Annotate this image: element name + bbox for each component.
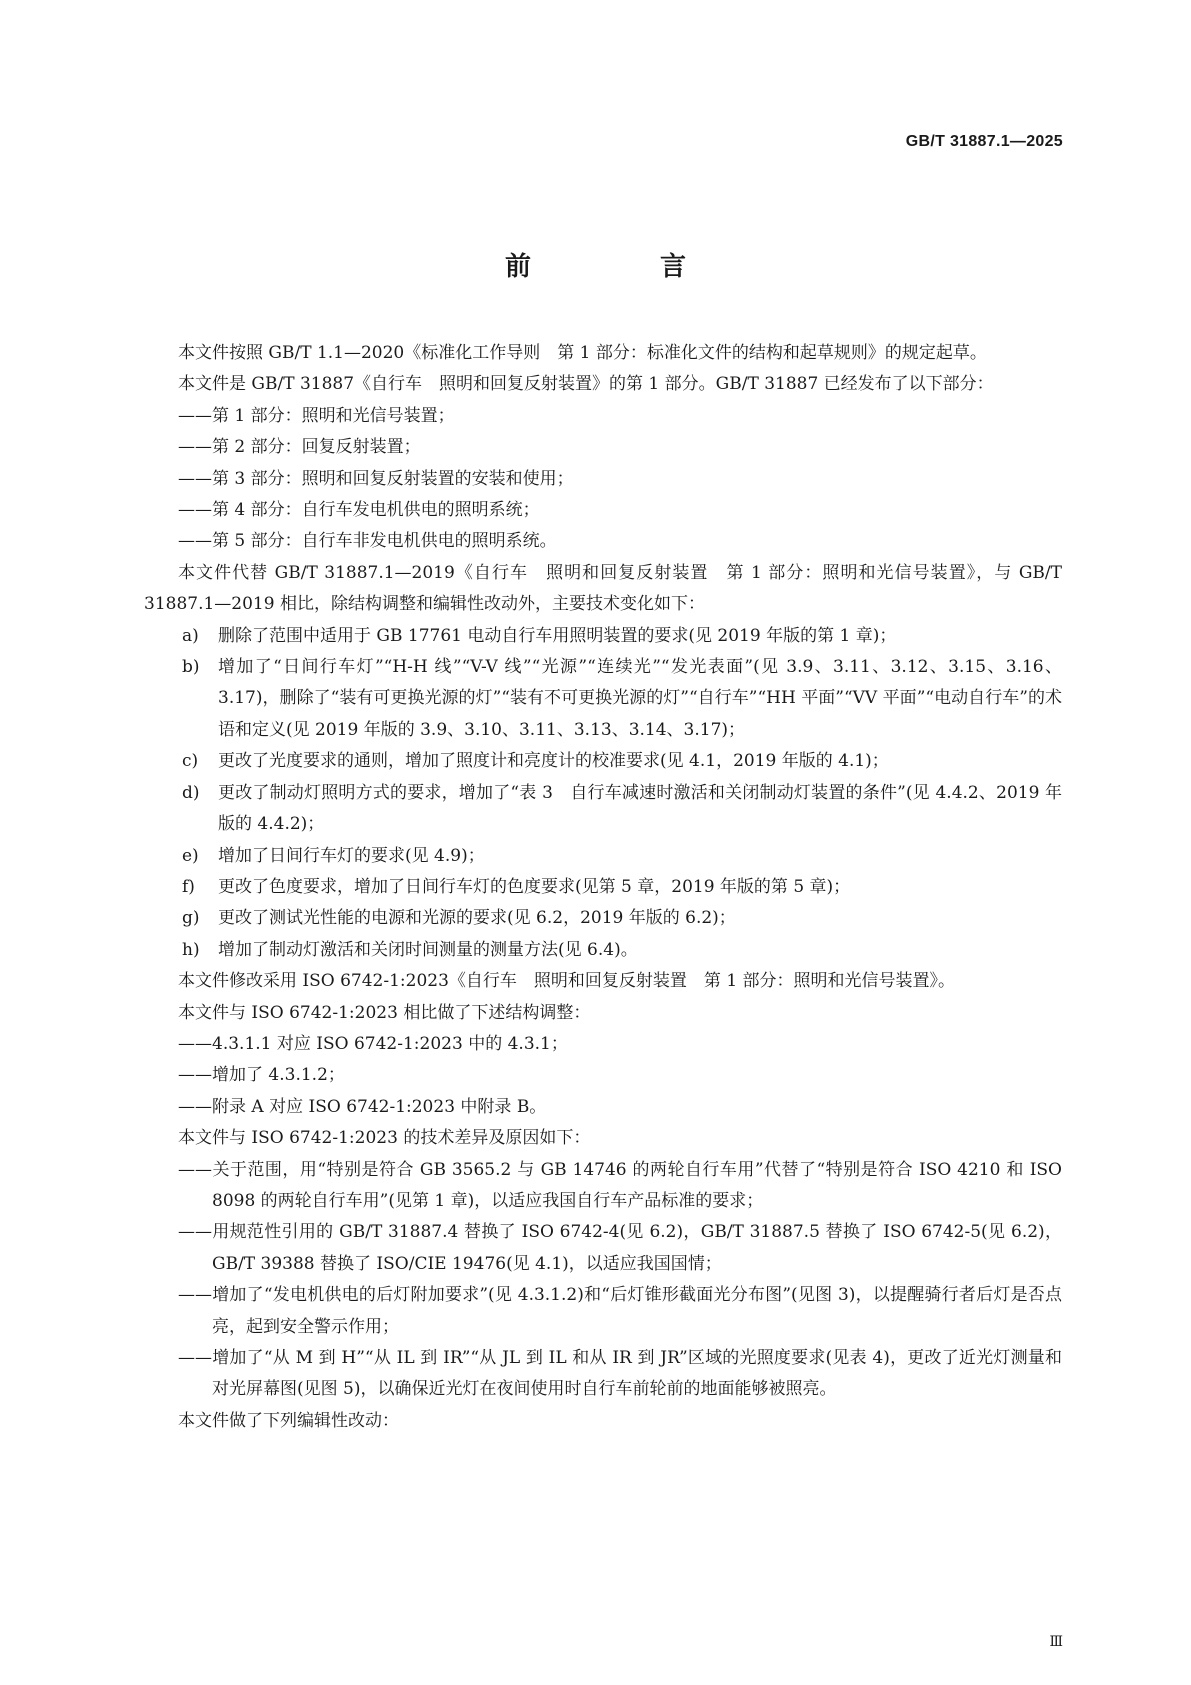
list-label: h) [182, 939, 200, 960]
list-item [144, 464, 1062, 495]
paragraph-replaces: 本文件代替 GB/T 31887.1—2019《自行车 照明和回复反射装置 第 1 部分：照明和光信号装置》，与 GB/T 31887.1—2019 相比，除结构调整和编辑性改动外，主要技术变化如下： [144, 562, 1062, 615]
structure-list [144, 1029, 1062, 1123]
paragraph-differences-intro: 本文件与 ISO 6742-1:2023 的技术差异及原因如下： [178, 1128, 591, 1149]
dash-marker: —— [178, 1222, 212, 1243]
list-item-text: 增加了“从 M 到 H”“从 IL 到 IR”“从 JL 到 IL 和从 IR 到 JR”区域的光照度要求(见表 4)，更改了近光灯测量和对光屏幕图(见图 5)，以确保近光灯在夜间使用时自行车前轮前的地面能够被照亮。 [212, 1348, 1062, 1400]
list-item [144, 1343, 1062, 1406]
list-item [144, 1280, 1062, 1343]
list-item-text: 更改了测试光性能的电源和光源的要求(见 6.2，2019 年版的 6.2)； [218, 908, 736, 929]
list-item [144, 903, 1062, 934]
list-item [144, 1155, 1062, 1218]
paragraph-structure-intro: 本文件与 ISO 6742-1:2023 相比做了下述结构调整： [178, 1002, 591, 1023]
list-item [144, 746, 1062, 777]
list-item-text: 更改了光度要求的通则，增加了照度计和亮度计的校准要求(见 4.1，2019 年版的 4.1)； [218, 751, 889, 772]
list-item-text: 第 1 部分：照明和光信号装置； [212, 405, 455, 426]
paragraph-editorial-intro: 本文件做了下列编辑性改动： [178, 1410, 399, 1431]
dash-marker: —— [178, 1065, 212, 1086]
dash-marker: —— [178, 437, 212, 458]
dash-marker: —— [178, 1096, 212, 1117]
list-item-text: 附录 A 对应 ISO 6742-1:2023 中附录 B。 [212, 1096, 547, 1117]
list-item-text: 第 3 部分：照明和回复反射装置的安装和使用； [212, 468, 574, 489]
list-item [144, 401, 1062, 432]
list-item-text: 4.3.1.1 对应 ISO 6742-1:2023 中的 4.3.1； [212, 1033, 568, 1054]
list-item [144, 778, 1062, 841]
paragraph-drafting-rules: 本文件按照 GB/T 1.1—2020《标准化工作导则 第 1 部分：标准化文件的结构和起草规则》的规定起草。 [178, 343, 987, 363]
list-item-text: 用规范性引用的 GB/T 31887.4 替换了 ISO 6742-4(见 6.2)，GB/T 31887.5 替换了 ISO 6742-5(见 6.2)，GB/T 39388 替换了 ISO/CIE 19476(见 4.1)，以适应我国国情； [212, 1222, 1062, 1274]
dash-marker: —— [178, 500, 212, 521]
dash-marker: —— [178, 1285, 212, 1306]
list-item-text: 增加了日间行车灯的要求(见 4.9)； [218, 845, 485, 866]
list-item-text: 增加了“发电机供电的后灯附加要求”(见 4.3.1.2)和“后灯锥形截面光分布图”(见图 3)，以提醒骑行者后灯是否点亮，起到安全警示作用； [212, 1285, 1062, 1337]
list-item-text: 增加了制动灯激活和关闭时间测量的测量方法(见 6.4)。 [218, 939, 638, 960]
list-item [144, 1029, 1062, 1060]
dash-marker: —— [178, 1348, 212, 1368]
page-number: Ⅲ [1049, 1634, 1063, 1650]
list-label: e) [182, 845, 199, 866]
paragraph-adoption: 本文件修改采用 ISO 6742-1:2023《自行车 照明和回复反射装置 第 1 部分：照明和光信号装置》。 [178, 971, 956, 992]
list-item [144, 621, 1062, 652]
list-item-text: 第 5 部分：自行车非发电机供电的照明系统。 [212, 531, 557, 552]
dash-marker: —— [178, 405, 212, 426]
list-item [144, 432, 1062, 463]
list-item-text: 更改了色度要求，增加了日间行车灯的色度要求(见第 5 章，2019 年版的第 5 章)； [218, 876, 851, 897]
page-title: 前 言 [504, 252, 747, 282]
list-item [144, 872, 1062, 903]
list-item [144, 841, 1062, 872]
dash-marker: —— [178, 1033, 212, 1054]
parts-list [144, 401, 1062, 558]
list-item-text: 关于范围，用“特别是符合 GB 3565.2 与 GB 14746 的两轮自行车用”代替了“特别是符合 ISO 4210 和 ISO 8098 的两轮自行车用”(见第 1 章)，以适应我国自行车产品标准的要求； [212, 1159, 1062, 1211]
list-item [144, 1217, 1062, 1280]
list-item [144, 1060, 1062, 1091]
list-item [144, 1092, 1062, 1123]
list-item-text: 更改了制动灯照明方式的要求，增加了“表 3 自行车减速时激活和关闭制动灯装置的条件”(见 4.4.2、2019 年版的 4.4.2)； [218, 782, 1062, 835]
changes-list [144, 621, 1062, 966]
dash-marker: —— [178, 468, 212, 489]
list-label: c) [182, 751, 199, 772]
list-item [144, 652, 1062, 746]
list-item [144, 495, 1062, 526]
list-item-text: 第 4 部分：自行车发电机供电的照明系统； [212, 500, 540, 521]
list-label: b) [182, 657, 200, 678]
differences-list [144, 1155, 1062, 1406]
list-item-text: 增加了“日间行车灯”“H-H 线”“V-V 线”“光源”“连续光”“发光表面”(见 3.9、3.11、3.12、3.15、3.16、3.17)，删除了“装有可更换光源的灯”“装有不可更换光源的灯”“自行车”“HH 平面”“VV 平面”“电动自行车”的术语和定义(见 2019 年版的 3.9、3.10、3.11、3.13、3.14、3.17)； [218, 657, 1062, 740]
list-item [144, 935, 1062, 966]
list-label: a) [182, 625, 199, 646]
dash-marker: —— [178, 531, 212, 552]
list-item-text: 增加了 4.3.1.2； [212, 1065, 345, 1086]
document-body [144, 338, 1062, 1437]
dash-marker: —— [178, 1159, 212, 1180]
paragraph-series-intro: 本文件是 GB/T 31887《自行车 照明和回复反射装置》的第 1 部分。GB/T 31887 已经发布了以下部分： [178, 374, 994, 395]
list-item-text: 第 2 部分：回复反射装置； [212, 437, 421, 458]
standard-number: GB/T 31887.1—2025 [905, 133, 1063, 150]
list-item-text: 删除了范围中适用于 GB 17761 电动自行车用照明装置的要求(见 2019 年版的第 1 章)； [218, 625, 897, 646]
list-label: g) [182, 908, 200, 929]
list-label: f) [182, 876, 195, 897]
list-item [144, 526, 1062, 557]
list-label: d) [182, 782, 200, 803]
